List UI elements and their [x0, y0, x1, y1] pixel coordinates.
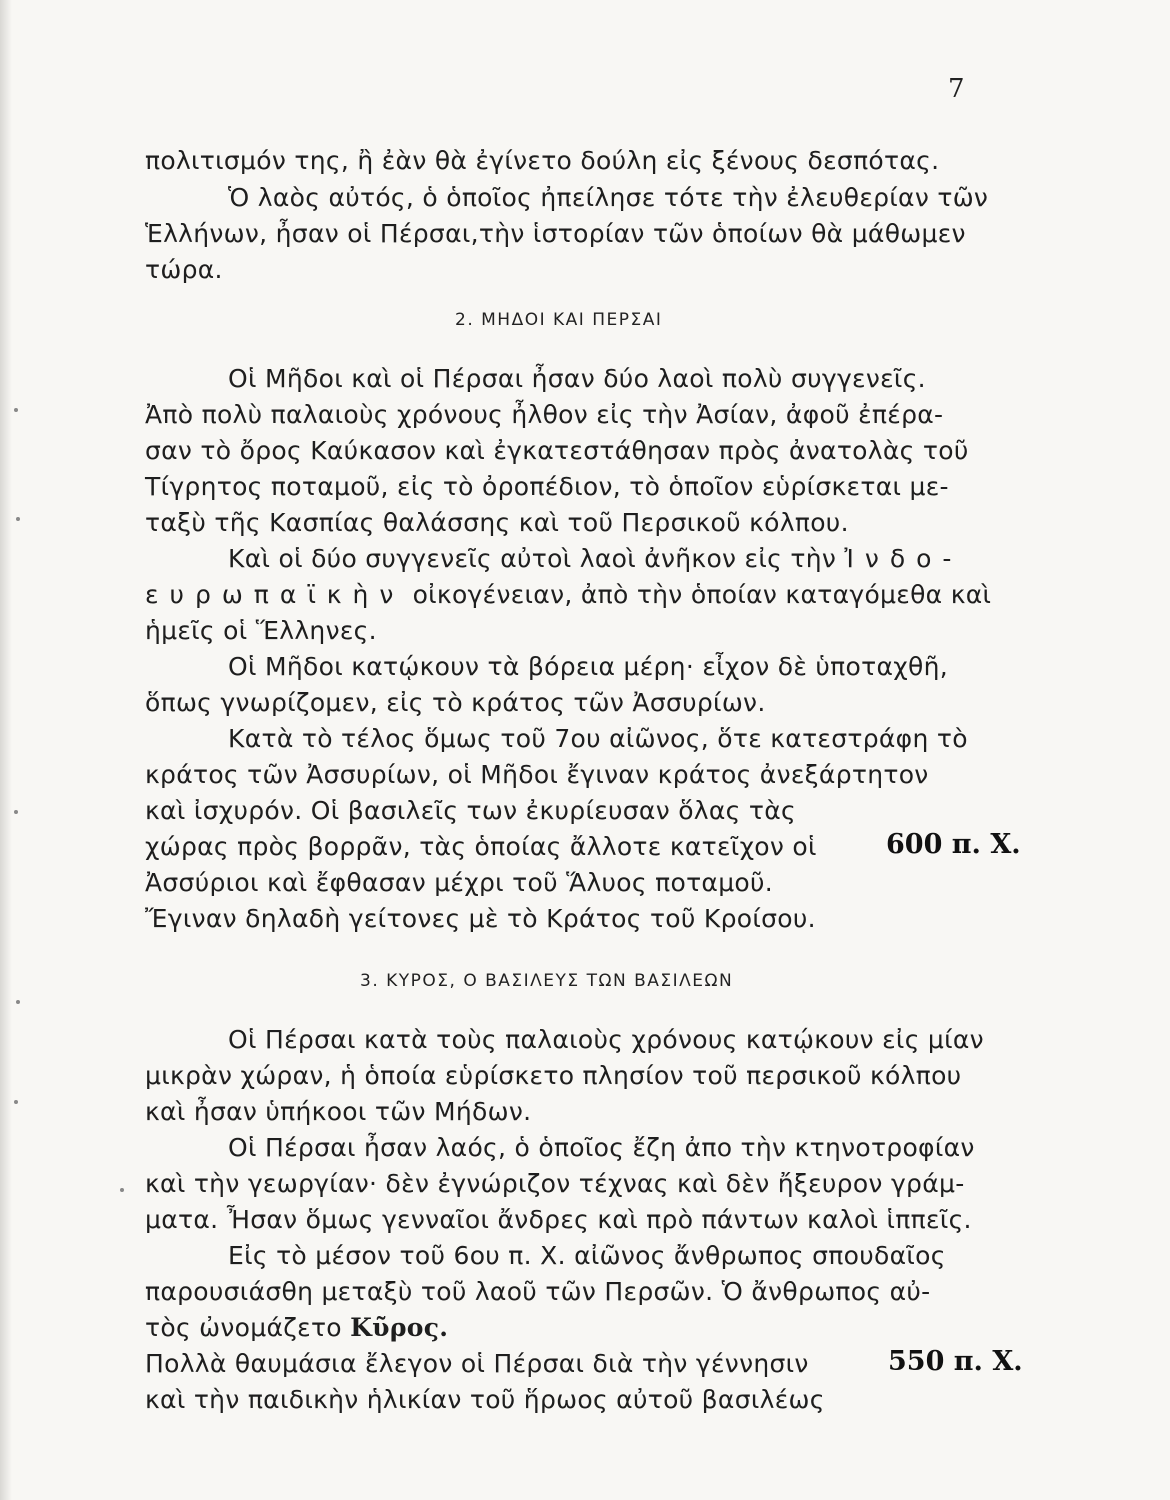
text-line: Οἱ Πέρσαι ἦσαν λαός, ὁ ὁποῖος ἔζη ἀπο τὴν κτηνοτροφίαν — [228, 1133, 975, 1162]
text-line: Ἑλλήνων, ἦσαν οἱ Πέρσαι,τὴν ἱστορίαν τῶν ὁποίων θὰ μάθωμεν — [145, 219, 966, 248]
text-line: καὶ ἦσαν ὑπήκοοι τῶν Μήδων. — [145, 1097, 532, 1126]
text-line: σαν τὸ ὄρος Καύκασον καὶ ἐγκατεστάθησαν πρὸς ἀνατολὰς τοῦ — [145, 436, 969, 465]
scan-speck — [14, 408, 18, 412]
text-line: Οἱ Μῆδοι καὶ οἱ Πέρσαι ἦσαν δύο λαοὶ πολὺ συγγενεῖς. — [228, 364, 926, 393]
text-line: Πολλὰ θαυμάσια ἔλεγον οἱ Πέρσαι διὰ τὴν γέννησιν — [145, 1349, 809, 1378]
scan-speck — [14, 810, 18, 814]
text-line: ὅπως γνωρίζομεν, εἰς τὸ κράτος τῶν Ἀσσυρίων. — [145, 688, 766, 717]
text-line: Ἔγιναν δηλαδὴ γείτονες μὲ τὸ Κράτος τοῦ Κροίσου. — [145, 904, 816, 933]
text-line — [228, 541, 962, 577]
text-line — [145, 1310, 448, 1346]
text-line: κράτος τῶν Ἀσσυρίων, οἱ Μῆδοι ἔγιναν κράτος ἀνεξάρτητον — [145, 760, 929, 789]
text-line: Οἱ Μῆδοι κατῴκουν τὰ βόρεια μέρη· εἶχον δὲ ὑποταχθῆ, — [228, 652, 948, 681]
scan-speck — [16, 517, 20, 521]
section-heading-medes-persians: 2. ΜΗΔΟΙ ΚΑΙ ΠΕΡΣΑΙ — [455, 310, 663, 330]
page-edge-shadow — [0, 0, 12, 1500]
spaced-term: ευρωπαϊκὴν — [145, 580, 405, 609]
text-line: μικρὰν χώραν, ἡ ὁποία εὑρίσκετο πλησίον τοῦ περσικοῦ κόλπου — [145, 1061, 962, 1090]
text-line: ματα. Ἦσαν ὅμως γενναῖοι ἄνδρες καὶ πρὸ πάντων καλοὶ ἱππεῖς. — [145, 1205, 972, 1234]
scan-speck — [16, 1000, 20, 1004]
text-line: καὶ τὴν παιδικὴν ἡλικίαν τοῦ ἥρωος αὐτοῦ βασιλέως — [145, 1385, 825, 1414]
text-line: Τίγρητος ποταμοῦ, εἰς τὸ ὀροπέδιον, τὸ ὁποῖον εὑρίσκεται με- — [145, 472, 949, 501]
scan-speck — [120, 1188, 124, 1192]
text-line: παρουσιάσθη μεταξὺ τοῦ λαοῦ τῶν Περσῶν. Ὁ ἄνθρωπος αὐ- — [145, 1277, 931, 1306]
page-number: 7 — [948, 74, 965, 104]
text-line: ταξὺ τῆς Κασπίας θαλάσσης καὶ τοῦ Περσικοῦ κόλπου. — [145, 508, 849, 537]
text-line: καὶ τὴν γεωργίαν· δὲν ἐγνώριζον τέχνας καὶ δὲν ἤξευρον γράμ- — [145, 1169, 965, 1198]
text-line: Ἀπὸ πολὺ παλαιοὺς χρόνους ἦλθον εἰς τὴν Ἀσίαν, ἀφοῦ ἐπέρα- — [145, 400, 944, 429]
name-cyrus: Κῦρος. — [350, 1313, 449, 1342]
section-heading-cyrus: 3. ΚΥΡΟΣ, Ο ΒΑΣΙΛΕΥΣ ΤΩΝ ΒΑΣΙΛΕΩΝ — [360, 971, 734, 991]
text-run: τὸς ὠνομάζετο — [145, 1313, 351, 1342]
text-line: τώρα. — [145, 255, 223, 284]
text-line — [145, 577, 991, 613]
text-line: ἡμεῖς οἱ Ἕλληνες. — [145, 616, 377, 645]
text-line: πολιτισμόν της, ἢ ἐὰν θὰ ἐγίνετο δούλη εἰς ξένους δεσπότας. — [145, 146, 940, 175]
text-line: χώρας πρὸς βορρᾶν, τὰς ὁποίας ἄλλοτε κατεῖχον οἱ — [145, 832, 817, 861]
text-line: Κατὰ τὸ τέλος ὅμως τοῦ 7ου αἰῶνος, ὅτε κατεστράφη τὸ — [228, 724, 968, 753]
margin-date-600: 600 π. Χ. — [886, 829, 1021, 860]
text-run: οἰκογένειαν, ἀπὸ τὴν ὁποίαν καταγόμεθα καὶ — [404, 580, 992, 609]
scan-speck — [14, 1100, 18, 1104]
text-line: Ἀσσύριοι καὶ ἔφθασαν μέχρι τοῦ Ἅλυος ποταμοῦ. — [145, 868, 774, 897]
margin-date-550: 550 π. Χ. — [888, 1346, 1023, 1377]
text-line: Οἱ Πέρσαι κατὰ τοὺς παλαιοὺς χρόνους κατῴκουν εἰς μίαν — [228, 1025, 984, 1054]
spaced-term: Ἰνδο- — [844, 544, 963, 573]
text-line: καὶ ἰσχυρόν. Οἱ βασιλεῖς των ἐκυρίευσαν ὅλας τὰς — [145, 796, 797, 825]
text-line: Εἰς τὸ μέσον τοῦ 6ου π. Χ. αἰῶνος ἄνθρωπος σπουδαῖος — [228, 1241, 946, 1270]
text-run: Καὶ οἱ δύο συγγενεῖς αὐτοὶ λαοὶ ἀνῆκον εἰς τὴν — [228, 544, 837, 573]
text-line: Ὁ λαὸς αὐτός, ὁ ὁποῖος ἠπείλησε τότε τὴν ἐλευθερίαν τῶν — [228, 183, 989, 212]
